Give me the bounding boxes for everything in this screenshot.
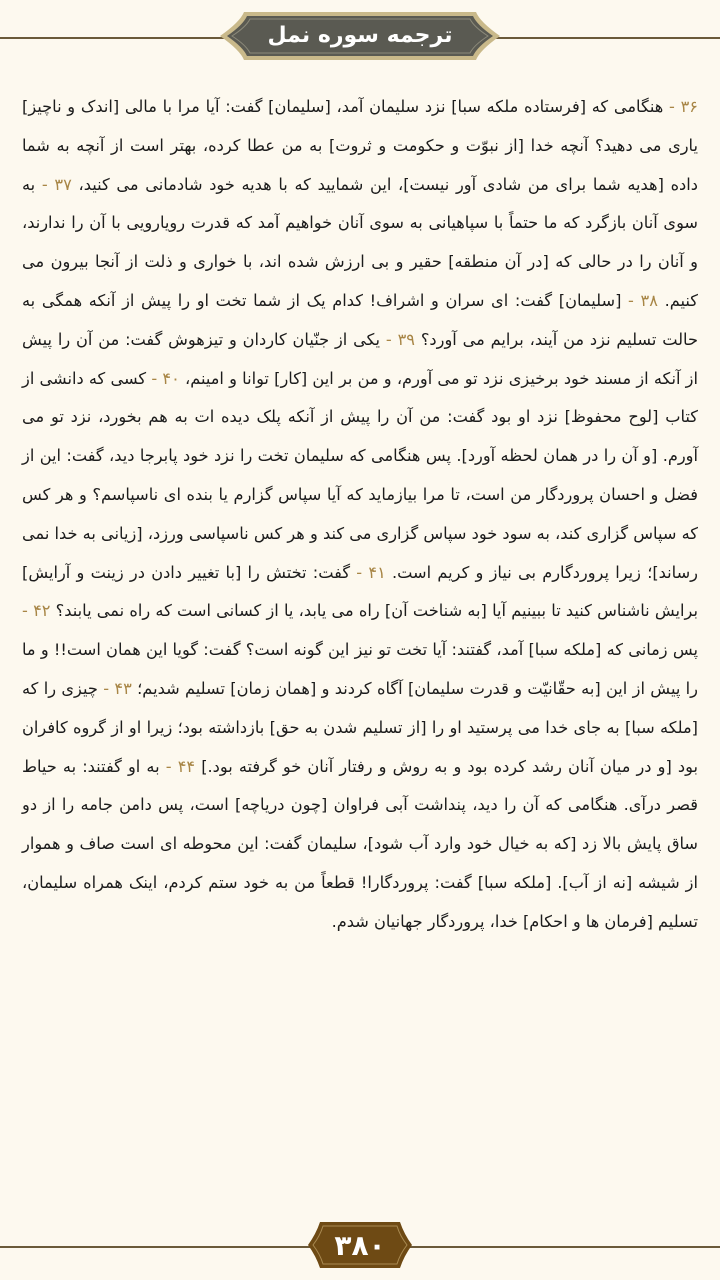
- verse-text: پس زمانی که [ملکه سبا] آمد، گفتند: آیا تخت تو نیز این گونه است؟ گفت: گویا این همان است!! و ما را پیش از این [به حقّانیّت و قدرت سلیمان] آگاه کردند و [همان زمان] تسلیم شدیم؛: [22, 640, 698, 698]
- verse-text: [سلیمان] گفت: ای سران و اشراف! کدام یک از شما تخت او را پیش از آنکه همگی به حالت تسلیم نزد من آیند، برایم می آورد؟: [22, 290, 698, 349]
- header-banner: [218, 10, 502, 62]
- translation-text: [22, 88, 698, 942]
- page-number-badge: [306, 1220, 414, 1270]
- verse-text: یکی از جنّیان کاردان و تیزهوش گفت: من آن را پیش از آنکه از مسند خود برخیزی نزد تو می آورم، و من بر این [کار] توانا و امینم،: [22, 329, 698, 388]
- verse-number: ۴۳ -: [103, 678, 132, 698]
- verse-36: [22, 97, 698, 194]
- verse-37: [22, 175, 698, 310]
- verse-number: ۴۰ -: [151, 368, 180, 388]
- verse-number: ۳۸ -: [628, 290, 658, 310]
- verse-text: به سوی آنان بازگرد که ما حتماً با سپاهیانی به سوی آنان خواهیم آمد که قدرت رویارویی با آن را ندارند، و آنان را در حالی که [در آن منطقه] حقیر و بی ارزش شده اند، با خواری و ذلت از آنجا بیرون می کنیم.: [22, 174, 698, 310]
- verse-text: کسی که دانشی از کتاب [لوح محفوظ] نزد او بود گفت: من آن را پیش از آنکه پلک دیده ات به هم بخورد، نزد تو می آورم. [و آن را در همان لحظه آورد]. پس هنگامی که سلیمان تخت را نزد خود پابرجا دید، گفت: این از فضل و احسان پروردگار من است، تا مرا بیازماید که آیا سپاس گزارم یا بنده ای ناسپاسم؟ و هر کس که سپاس گزاری کند، به سود خود سپاس گزاری می کند و هر کس ناسپاسی ورزد، [زیانی به خدا نمی رساند]؛ زیرا پروردگارم بی نیاز و کریم است.: [22, 368, 698, 582]
- verse-44: [22, 757, 698, 931]
- verse-number: ۳۹ -: [385, 329, 415, 349]
- verse-text: چیزی را که [ملکه سبا] به جای خدا می پرستید او را [از تسلیم شدن به حق] بازداشته بود؛ زیرا او از گروه کافران بود [و در میان آنان رشد کرده بود و به روش و رفتار آنان خو گرفته بود.]: [22, 678, 698, 776]
- verse-number: ۳۷ -: [41, 174, 72, 194]
- verse-number: ۳۶ -: [669, 97, 698, 116]
- page-title: ترجمه سوره نمل: [267, 22, 453, 48]
- verse-text: هنگامی که [فرستاده ملکه سبا] نزد سلیمان آمد، [سلیمان] گفت: آیا مرا با مالی [اندک و ناچیز] یاری می دهید؟ آنچه خدا [از نبوّت و حکومت و ثروت] به من عطا کرده، بهتر است از آنچه به شما داده [هدیه شما برای من شادی آور نیست]، این شمایید که با هدیه خود شادمانی می کنید،: [22, 97, 698, 194]
- verse-text: گفت: تختش را [با تغییر دادن در زینت و آرایش] برایش ناشناس کنید تا ببینیم آیا [به شناخت آن] راه می یابد، یا از کسانی است که راه نمی یابند؟: [22, 562, 698, 621]
- verse-text: به او گفتند: به حیاط قصر درآی. هنگامی که آن را دید، پنداشت آبی فراوان [چون دریاچه] است، پس دامن جامه را از دو ساق پایش بالا زد [که به خیال خود وارد آب شود]، سلیمان گفت: این محوطه ای است صاف و هموار از شیشه [نه از آب]. [ملکه سبا] گفت: پروردگارا! قطعاً من به خود ستم کردم، اینک همراه سلیمان، تسلیم [فرمان ها و احکام] خدا، پروردگار جهانیان شدم.: [22, 756, 698, 931]
- verse-40: [22, 369, 698, 582]
- page-number: ۳۸۰: [334, 1228, 386, 1262]
- verse-number: ۴۴ -: [165, 756, 196, 776]
- verse-number: ۴۲ -: [22, 601, 51, 621]
- verse-number: ۴۱ -: [356, 562, 386, 582]
